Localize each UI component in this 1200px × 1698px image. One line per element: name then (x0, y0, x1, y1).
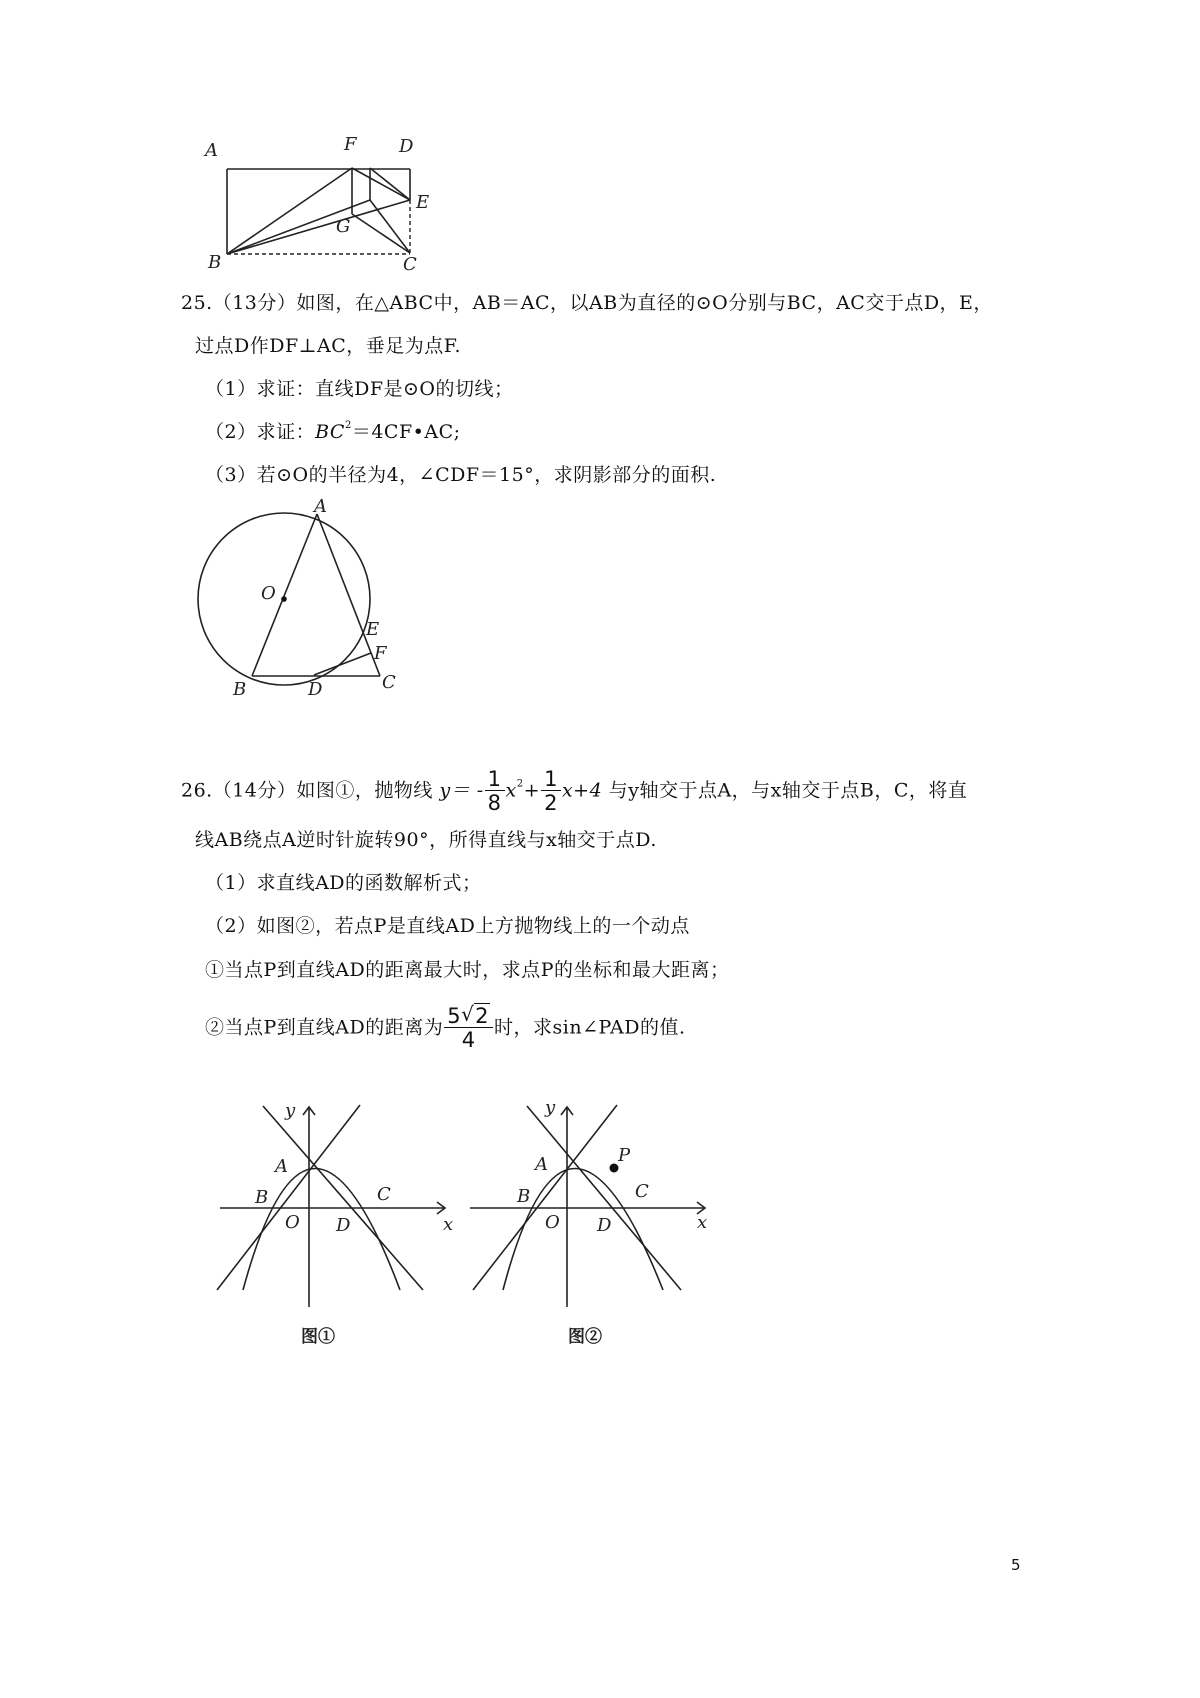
circle-label-D: D (308, 679, 323, 700)
q25-part3: （3）若⊙O的半径为4，∠CDF＝15°，求阴影部分的面积. (205, 464, 717, 486)
fig1-label-y: y (285, 1100, 296, 1121)
q26-eq-x: x (505, 779, 517, 802)
q26-sub1: ①当点P到直线AD的距离最大时，求点P的坐标和最大距离； (205, 959, 730, 981)
q26-sub2-frac-num (444, 1002, 493, 1028)
radical-sign-icon: √ (461, 1002, 475, 1026)
q26-sub2 (205, 1002, 686, 1052)
figure-parabola-2-svg (455, 1085, 715, 1345)
q26-frac2-num: 1 (541, 768, 561, 791)
circle-label-C: C (382, 672, 396, 693)
fig1-caption: 图① (301, 1327, 335, 1347)
fig1-label-D: D (336, 1215, 351, 1236)
fig2-label-x: x (697, 1212, 708, 1233)
fig2-caption: 图② (568, 1327, 602, 1347)
q25-part2-rest: ＝4CF•AC; (351, 421, 461, 443)
q25-part2-prefix: （2）求证： (205, 421, 316, 443)
q25-stem-line2: 过点D作DF⊥AC，垂足为点F. (195, 335, 462, 357)
label-A: A (205, 140, 218, 161)
q26-sub2-prefix: ②当点P到直线AD的距离为 (205, 1016, 444, 1039)
q25-part1: （1）求证：直线DF是⊙O的切线； (205, 378, 514, 400)
label-G: G (336, 216, 351, 237)
q26-stem-b: 与y轴交于点A，与x轴交于点B，C，将直 (608, 779, 968, 802)
q26-frac2-den: 2 (544, 791, 558, 815)
q25-part2 (205, 418, 461, 446)
q25-stem-line1 (181, 289, 993, 317)
q26-eq-tail: x+4 (561, 779, 603, 802)
q26-eq-sup: 2 (516, 778, 524, 790)
fig2-label-A: A (535, 1154, 548, 1175)
figure-parabola-1-svg (205, 1085, 455, 1345)
circle-label-A: A (314, 496, 327, 517)
label-B: B (208, 252, 222, 273)
fig2-label-P: P (618, 1145, 631, 1166)
q26-frac1-den: 8 (487, 791, 502, 815)
q25-part2-bc: BC (315, 421, 345, 443)
fig2-label-y: y (545, 1097, 556, 1118)
q26-part2: （2）如图②，若点P是直线AD上方抛物线上的一个动点 (205, 915, 690, 937)
q26-frac-1-2 (541, 768, 561, 815)
fig1-label-C: C (377, 1184, 391, 1205)
q26-eq-y: y＝ - (439, 779, 484, 802)
fig1-label-A: A (275, 1156, 288, 1177)
circle-label-E: E (366, 619, 380, 640)
figure-parabola-1 (205, 1085, 455, 1345)
q26-sub2-den: 4 (461, 1028, 476, 1052)
label-C: C (403, 254, 417, 275)
q25-stem-text1: 如图，在△ABC中，AB＝AC，以AB为直径的⊙O分别与BC，AC交于点D，E， (296, 292, 993, 314)
fig1-label-B: B (255, 1187, 269, 1208)
label-D: D (399, 136, 414, 157)
q26-frac1-num: 1 (485, 768, 505, 791)
q25-number: 25.（13分） (181, 292, 297, 314)
q26-eq-plus: + (523, 779, 541, 802)
q26-part1: （1）求直线AD的函数解析式； (205, 872, 482, 894)
q26-stem-line2: 线AB绕点A逆时针旋转90°，所得直线与x轴交于点D. (195, 829, 657, 851)
page-number: 5 (1011, 1556, 1021, 1574)
label-E: E (416, 192, 430, 213)
figure-circle-triangle-svg (186, 496, 406, 702)
figure-rectangle-fold-svg (200, 134, 440, 300)
q26-stem-line1 (181, 768, 967, 815)
fig1-label-O: O (285, 1212, 300, 1233)
fig2-label-O: O (545, 1212, 560, 1233)
circle-label-F: F (374, 643, 387, 664)
fig1-label-x: x (443, 1214, 454, 1235)
sqrt-symbol (461, 1002, 490, 1028)
q26-sub2-coef: 5 (447, 1004, 462, 1028)
figure-parabola-2 (455, 1085, 715, 1345)
q26-sub2-suffix: 时，求sin∠PAD的值. (494, 1016, 686, 1039)
q25-part2-sup: 2 (344, 420, 352, 431)
q26-number: 26.（14分） (181, 779, 297, 802)
fig2-label-C: C (635, 1181, 649, 1202)
label-F: F (344, 134, 357, 155)
q26-sub2-radicand: 2 (475, 1004, 489, 1028)
circle-label-B: B (233, 679, 247, 700)
q26-sub2-frac (444, 1002, 493, 1052)
circle-label-O: O (261, 583, 276, 604)
q26-stem-a: 如图①，抛物线 (296, 779, 433, 802)
fig2-label-D: D (597, 1215, 612, 1236)
figure-circle-triangle (186, 496, 406, 702)
figure-rectangle-fold (200, 134, 440, 300)
fig2-label-B: B (517, 1186, 531, 1207)
q26-frac-1-8 (485, 768, 505, 815)
